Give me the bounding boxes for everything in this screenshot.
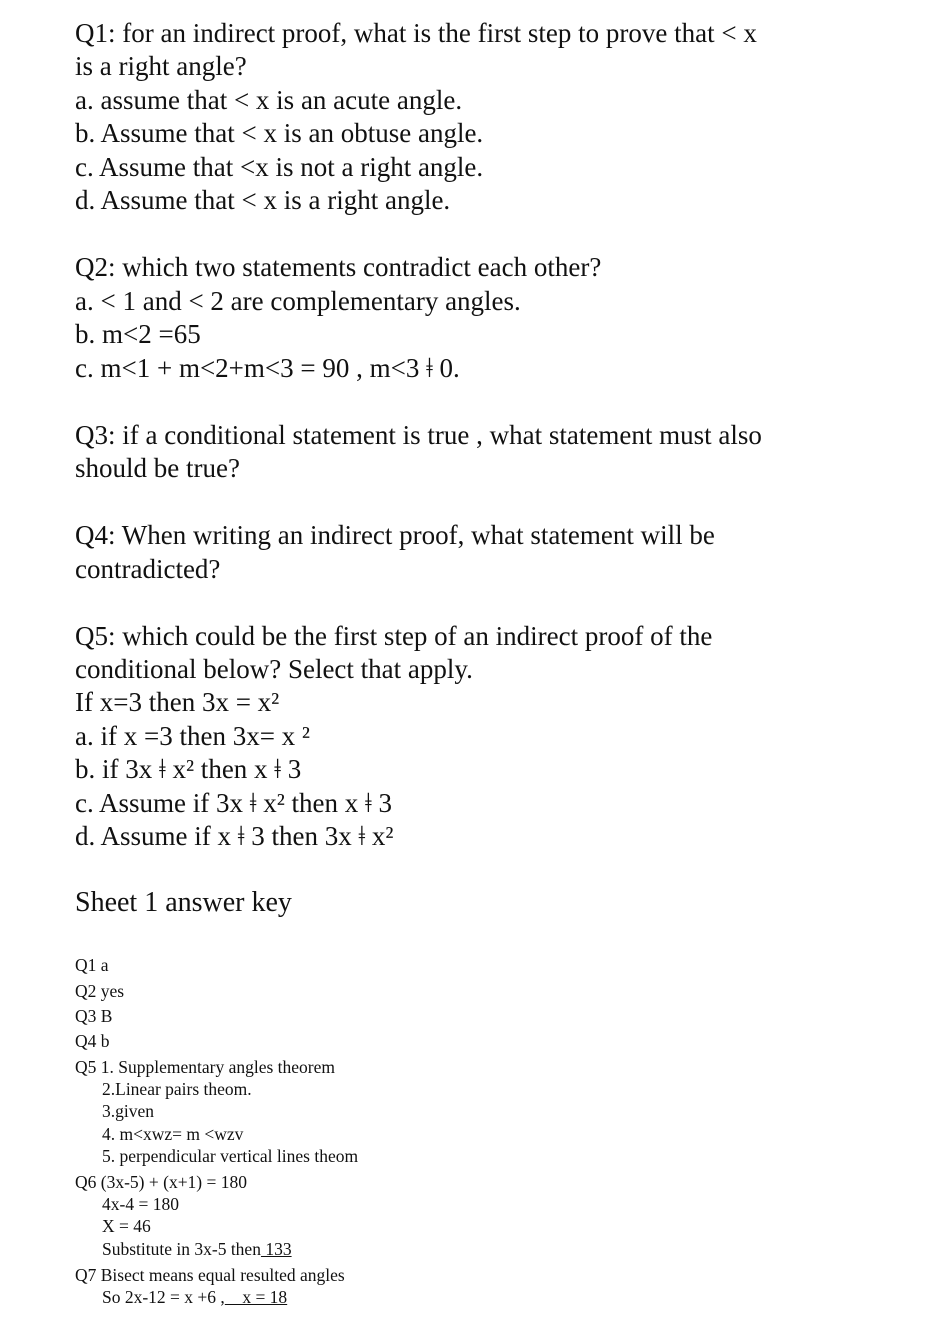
answer-q4: Q4 b [75,1031,110,1051]
answer-q7-equation: So 2x-12 = x +6 , [102,1287,225,1307]
q2-option-b: b. m<2 =65 [75,319,201,349]
answer-q7-line2 [102,1286,287,1308]
answer-q5-step1: Q5 1. Supplementary angles theorem [75,1057,336,1077]
answer-q6-solution: X = 46 [102,1216,151,1236]
q1-option-c: c. Assume that <x is not a right angle. [75,152,484,182]
answer-q6-equation: Q6 (3x-5) + (x+1) = 180 [75,1172,248,1192]
answer-q1: Q1 a [75,955,109,975]
q5-line1: Q5: which could be the first step of an indirect proof of the [75,621,713,651]
answer-q3: Q3 B [75,1006,113,1026]
q1-option-a: a. assume that < x is an acute angle. [75,85,463,115]
q5-option-d: d. Assume if x ǂ 3 then 3x ǂ x² [75,821,394,851]
q1-option-b: b. Assume that < x is an obtuse angle. [75,118,484,148]
answer-q6-substitute-text: Substitute in 3x-5 then [102,1239,261,1259]
answer-q7-result: x = 18 [224,1287,288,1307]
q5-statement: If x=3 then 3x = x² [75,687,280,717]
q5-option-c: c. Assume if 3x ǂ x² then x ǂ 3 [75,788,393,818]
answer-q5-step4: 4. m<xwz= m <wzv [102,1124,244,1144]
q5-line2: conditional below? Select that apply. [75,654,473,684]
q1-line2: is a right angle? [75,51,247,81]
q2-option-c: c. m<1 + m<2+m<3 = 90 , m<3 ǂ 0. [75,353,460,383]
q5-option-a: a. if x =3 then 3x= x ² [75,721,311,751]
q1-option-d: d. Assume that < x is a right angle. [75,185,451,215]
q3-line2: should be true? [75,453,240,483]
answer-q6-simplified: 4x-4 = 180 [102,1194,179,1214]
answer-q2: Q2 yes [75,981,125,1001]
answer-q5-step2: 2.Linear pairs theom. [102,1079,252,1099]
q2-option-a: a. < 1 and < 2 are complementary angles. [75,286,521,316]
answer-q6-result: 133 [260,1239,292,1259]
answer-q5-step5: 5. perpendicular vertical lines theom [102,1146,359,1166]
q3-line1: Q3: if a conditional statement is true , what statement must also [75,420,762,450]
q1-line1: Q1: for an indirect proof, what is the first step to prove that < x [75,18,757,48]
answer-key-title: Sheet 1 answer key [75,887,292,918]
answer-q7-line1: Q7 Bisect means equal resulted angles [75,1265,345,1285]
answer-q5-step3: 3.given [102,1101,155,1121]
answer-q6-substitute [102,1238,292,1260]
q4-line1: Q4: When writing an indirect proof, what statement will be [75,520,715,550]
q2-line1: Q2: which two statements contradict each other? [75,252,602,282]
q4-line2: contradicted? [75,554,221,584]
q5-option-b: b. if 3x ǂ x² then x ǂ 3 [75,754,302,784]
